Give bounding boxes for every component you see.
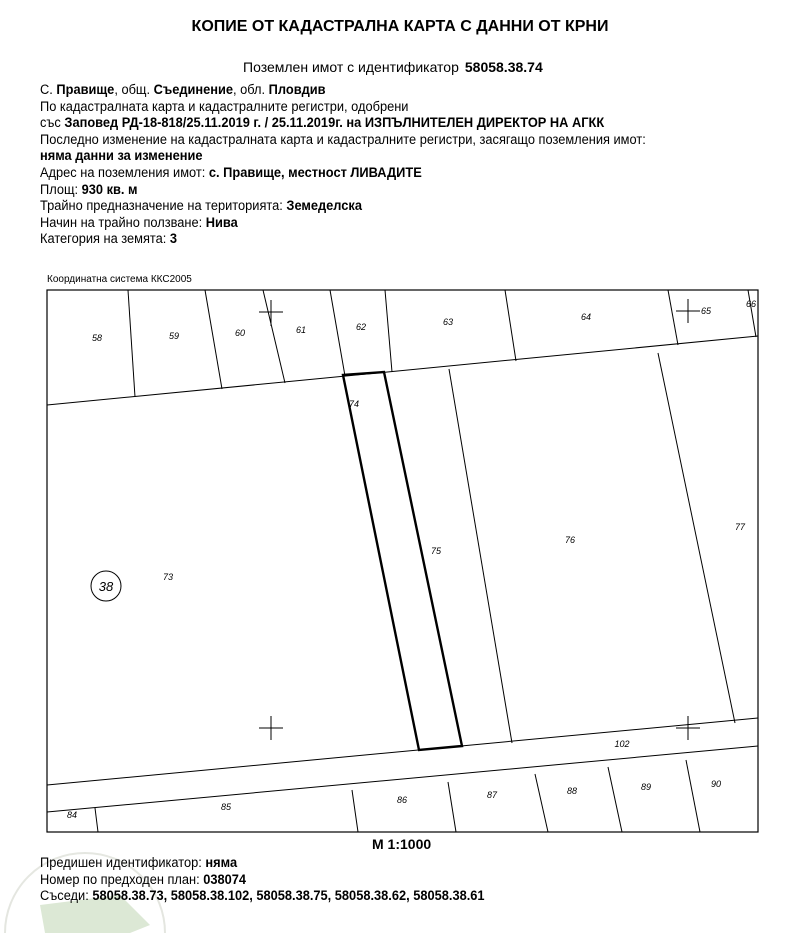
address-label: Адрес на поземления имот: [40, 164, 209, 180]
parcel-label-75: 75 [430, 546, 442, 556]
coordinate-system: Координатна система ККС2005 [47, 274, 192, 285]
parcel-label-64: 64 [580, 312, 592, 322]
parcel-label-86: 86 [396, 795, 408, 805]
municipality-prefix: , общ. [114, 82, 154, 97]
parcel-label-102: 102 [614, 739, 630, 749]
subject-parcel-74 [343, 372, 462, 750]
region: Пловдив [268, 82, 326, 97]
parcel-label-76: 76 [564, 535, 576, 545]
cross-marker [259, 300, 283, 326]
order-prefix: със [40, 115, 65, 131]
category-label: Категория на земята: [40, 231, 170, 247]
usage-label: Начин на трайно ползване: [40, 214, 206, 230]
usage-value: Нива [205, 214, 238, 230]
prev-plan-value: 038074 [203, 871, 247, 887]
document-title: КОПИЕ ОТ КАДАСТРАЛНА КАРТА С ДАННИ ОТ КРНИ [191, 18, 609, 35]
parcel-label-63: 63 [442, 317, 454, 327]
parcel-label-74: 74 [348, 399, 360, 409]
area-value: 930 кв. м [81, 181, 138, 197]
purpose-label: Трайно предназначение на територията: [40, 198, 287, 214]
identifier-value: 58058.38.74 [464, 59, 543, 75]
prev-id-value: няма [205, 855, 238, 870]
parcel-label-66: 66 [745, 299, 757, 309]
prev-id-label: Предишен идентификатор: [40, 855, 206, 870]
parcel-label-60: 60 [234, 328, 246, 338]
parcel-label-59: 59 [168, 331, 180, 341]
map-frame [47, 290, 758, 832]
purpose-value: Земеделска [286, 198, 362, 214]
parcel-label-62: 62 [355, 322, 367, 332]
region-prefix: , обл. [233, 82, 269, 97]
parcel-label-65: 65 [700, 306, 712, 316]
parcel-label-85: 85 [220, 802, 232, 812]
cross-marker [259, 716, 283, 740]
last-change-label: Последно изменение на кадастралната карта и кадастралните регистри, засягащо поземления имот: [40, 131, 646, 147]
neighbors-value: 58058.38.73, 58058.38.102, 58058.38.75, 58058.38.62, 58058.38.61 [92, 888, 485, 904]
parcel-label-89: 89 [640, 782, 652, 792]
cross-marker [676, 299, 700, 323]
category-value: 3 [169, 231, 178, 247]
neighbors-label: Съседи: [40, 888, 93, 904]
parcel-label-73: 73 [162, 572, 174, 582]
parcel-label-77: 77 [734, 522, 746, 532]
prev-plan-label: Номер по предходен план: [40, 871, 204, 887]
grid-crosses [259, 299, 700, 740]
municipality: Съединение [153, 82, 234, 97]
cross-marker [676, 716, 700, 740]
area-label: Площ: [40, 181, 82, 197]
parcel-label-87: 87 [486, 790, 498, 800]
settlement-prefix: С. [40, 82, 57, 97]
order: Заповед РД-18-818/25.11.2019 г. / 25.11.2019г. на ИЗПЪЛНИТЕЛЕН ДИРЕКТОР НА АГКК [64, 115, 605, 131]
footer-info [40, 855, 485, 905]
zone-label: 38 [98, 579, 114, 594]
approved-line: По кадастралната карта и кадастралните регистри, одобрени [40, 98, 409, 114]
parcel-label-88: 88 [566, 786, 578, 796]
last-change-value: няма данни за изменение [40, 148, 203, 164]
address-value: с. Правище, местност ЛИВАДИТЕ [208, 164, 422, 180]
parcel-boundaries [47, 290, 758, 832]
identifier-label: Поземлен имот с идентификатор [243, 59, 459, 75]
parcel-label-58: 58 [91, 333, 103, 343]
parcel-labels [67, 299, 756, 820]
parcel-label-84: 84 [66, 810, 78, 820]
settlement: Правище [56, 82, 115, 97]
parcel-label-61: 61 [295, 325, 307, 335]
parcel-label-90: 90 [710, 779, 722, 789]
map-scale: М 1:1000 [372, 836, 432, 852]
